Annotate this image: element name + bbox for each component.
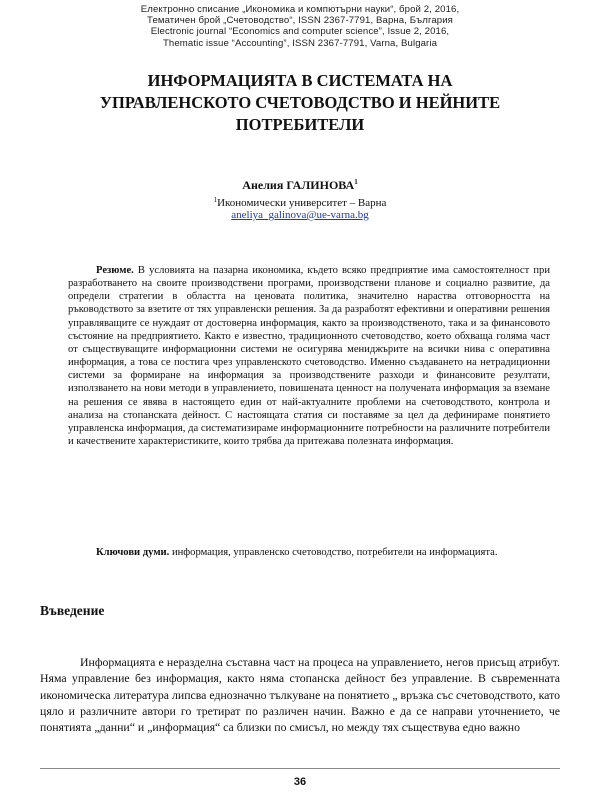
abstract bbox=[68, 264, 550, 448]
keywords-paragraph bbox=[68, 546, 550, 559]
author-marker: 1 bbox=[354, 178, 358, 186]
keywords-text: информация, управленско счетоводство, потребители на информацията. bbox=[169, 547, 498, 558]
author-name-text: Анелия ГАЛИНОВА bbox=[242, 178, 355, 192]
keywords bbox=[68, 546, 550, 559]
header-line-en-issue: Thematic issue “Accounting”, ISSN 2367-7791, Varna, Bulgaria bbox=[162, 37, 438, 49]
header-line-bg-issue: Тематичен брой „Счетоводство“, ISSN 2367-7791, Варна, България bbox=[147, 15, 453, 27]
page-number: 36 bbox=[293, 776, 307, 788]
header-line-en-journal: Electronic journal “Economics and computer science”, Issue 2, 2016, bbox=[150, 26, 450, 38]
title-line-2: УПРАВЛЕНСКОТО СЧЕТОВОДСТВО И НЕЙНИТЕ bbox=[99, 93, 501, 112]
author-email-link[interactable]: aneliya_galinova@ue-varna.bg bbox=[231, 209, 369, 221]
title-line-3: ПОТРЕБИТЕЛИ bbox=[235, 115, 365, 134]
title-line-1: ИНФОРМАЦИЯТА В СИСТЕМАТА НА bbox=[147, 71, 453, 90]
abstract-text: В условията на пазарна икономика, където всяко предприятие има самостоятелност при разработването на своите производствени програми, производствени планове и социално развитие, да определи стратегии в областта на ценовата политика, значително нараства отговорността на ръководството за взетите от тях управленски решения. За да разработят ефективни и оперативни решения управляващите се нуждаят от достоверна информация, както за производственото, така и за финансовото състояние на предприятието. Както е известно, традиционното счетоводство, което обхваща голяма част от съществуващите информационни системи не осигурява мениджърите на всички нива с оперативна информация, а това се постига чрез управленското счетоводство. Именно създаването на нетрадиционни системи за формиране на информация за производствените разходи и финансовите резултати, използването на нови методи в управлението, повишената ценност на получената информация за вземане на решения се явява в настоящето един от най-актуалните проблеми на счетоводството, контрола и анализа на стопанската дейност. С настоящата статия си поставяме за цел да дефинираме понятието управленска информация, да систематизираме информационните потребности на различните потребители и качествените характеристиките, които трябва да притежава полезната информация. bbox=[68, 265, 550, 448]
abstract-paragraph bbox=[68, 264, 550, 448]
journal-header bbox=[0, 4, 600, 49]
footer-divider bbox=[40, 768, 560, 769]
paper-title bbox=[40, 70, 560, 136]
introduction-body bbox=[40, 654, 560, 758]
introduction-paragraph: Информацията е неразделна съставна част на процеса на управлението, негов присъщ атрибут. Няма управление без информация, както няма стопанска дейност без управление. В съвременната икономическа литература липсва еднозначно тълкуване на понятието „ връзка със счетоводството, като цяло и различните автори го третират по различен начин. Важно е да се направи уточнението, че понятията „данни“ и „информация“ са близки по смисъл, но между тях съществува едно важно bbox=[40, 655, 560, 735]
affiliation-marker: 1 bbox=[213, 196, 218, 204]
author-name bbox=[0, 175, 600, 192]
affiliation-text: Икономически университет – Варна bbox=[217, 197, 387, 209]
author-affiliation bbox=[0, 194, 600, 210]
keywords-label: Ключови думи. bbox=[96, 547, 170, 558]
introduction-heading: Въведение bbox=[40, 603, 105, 618]
header-line-bg-journal: Електронно списание „Икономика и компютърни науки“, брой 2, 2016, bbox=[140, 4, 460, 15]
abstract-label: Резюме. bbox=[96, 265, 134, 276]
